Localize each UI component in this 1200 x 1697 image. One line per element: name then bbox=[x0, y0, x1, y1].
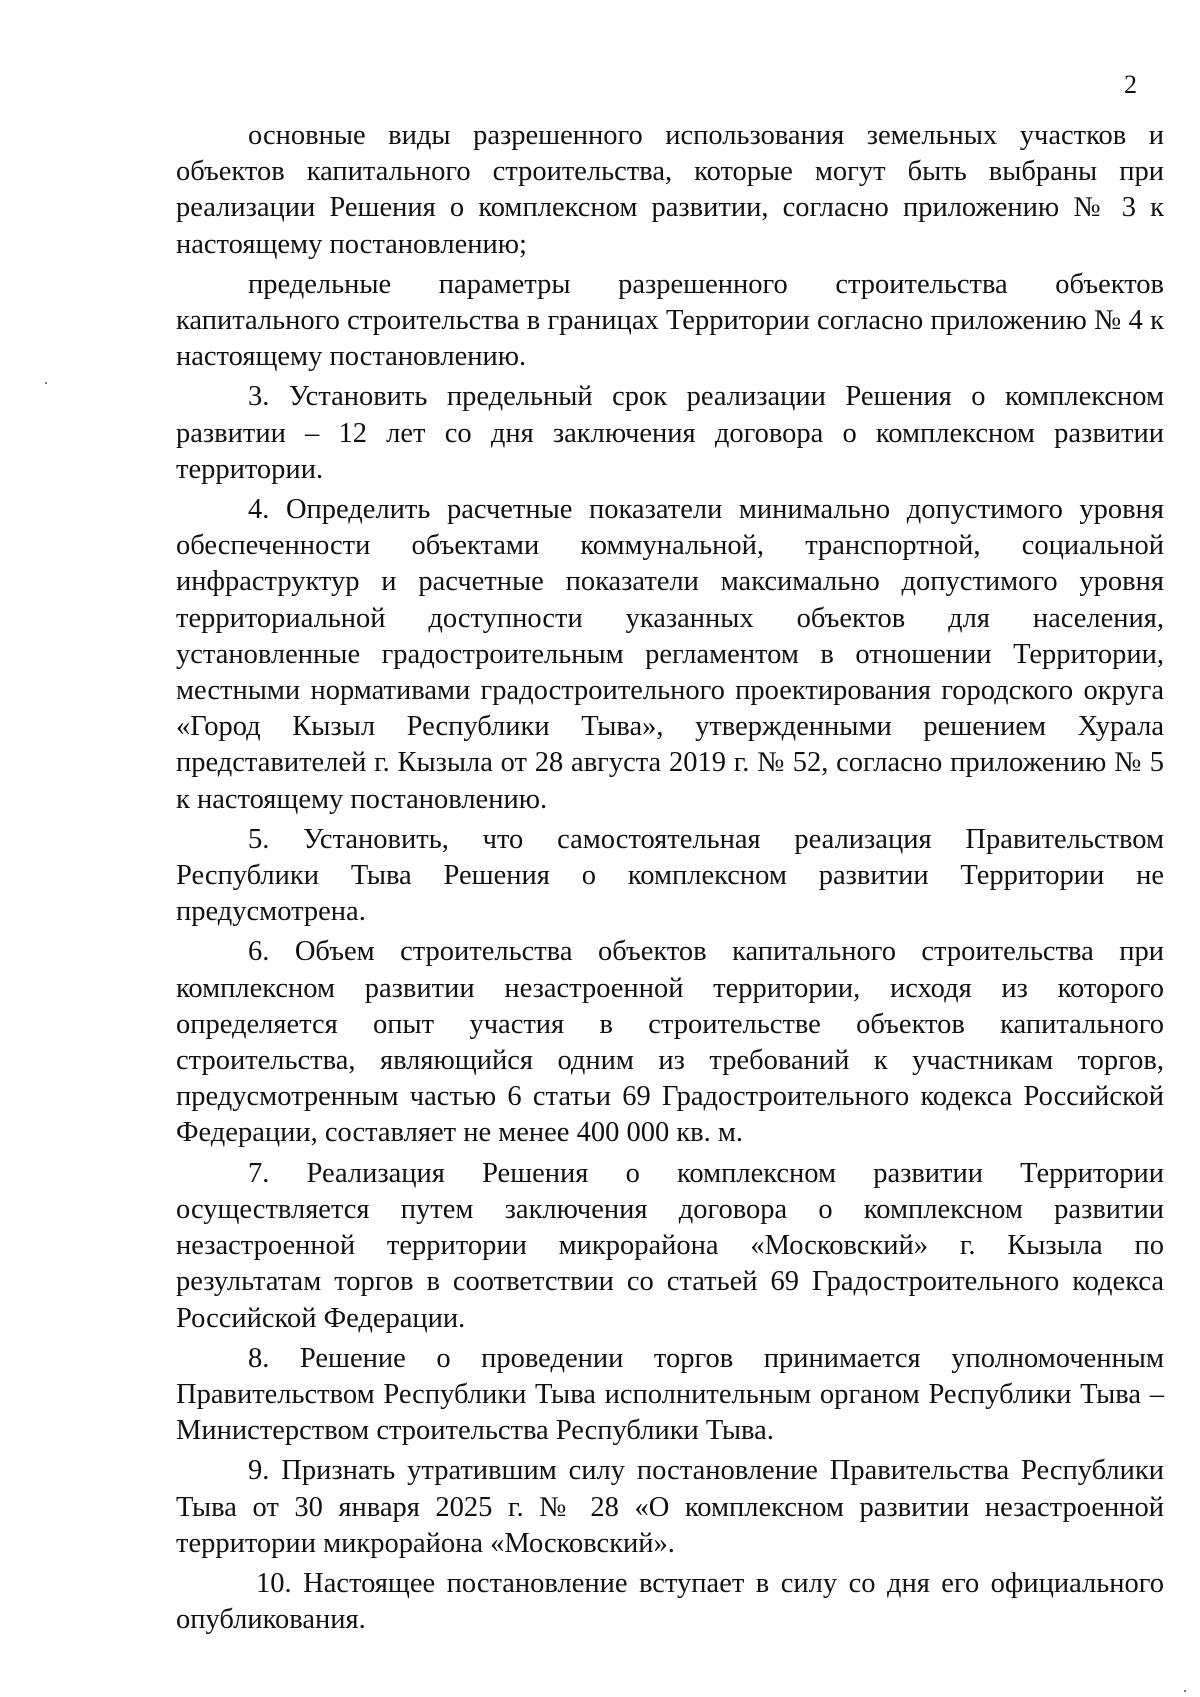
paragraph-permitted-uses: основные виды разрешенного использования земельных участков и объектов капитального строительства, которые могут быть выбраны при реализации Решения о комплексном развитии, согласно приложению № 3 к настоящему постановлению; bbox=[176, 120, 1164, 260]
paragraph-10-effective-date: 10. Настоящее постановление вступает в силу со дня его официального опубликования. bbox=[176, 1567, 1164, 1636]
scan-speck bbox=[1184, 1690, 1186, 1692]
document-body bbox=[176, 118, 1164, 1642]
paragraph-5-self-implementation: 5. Установить, что самостоятельная реализация Правительством Республики Тыва Решения о комплексном развитии Территории не предусмотрена. bbox=[176, 823, 1164, 928]
paragraph-3-deadline: 3. Установить предельный срок реализации Решения о комплексном развитии – 12 лет со дня заключения договора о комплексном развитии территории. bbox=[176, 381, 1164, 485]
paragraph-construction-limits: предельные параметры разрешенного строительства объектов капитального строительства в границах Территории согласно приложению № 4 к настоящему постановлению. bbox=[176, 268, 1164, 373]
paragraph-7-implementation: 7. Реализация Решения о комплексном развитии Территории осуществляется путем заключения договора о комплексном развитии незастроенной территории микрорайона «Московский» г. Кызыла по результатам торгов в соответствии со статьей 69 Градостроительного кодекса Российской Федерации. bbox=[176, 1157, 1164, 1334]
paragraph-9-repeal: 9. Признать утратившим силу постановление Правительства Республики Тыва от 30 января 2025 г. № 28 «О комплексном развитии незастроенной территории микрорайона «Московский». bbox=[176, 1455, 1164, 1559]
page-number: 2 bbox=[1124, 70, 1137, 99]
paragraph-6-construction-volume: 6. Объем строительства объектов капитального строительства при комплексном развитии незастроенной территории, исходя из которого определяется опыт участия в строительстве объектов капитального строительства, являющийся одним из требований к участникам торгов, предусмотренным частью 6 статьи 69 Градостроительного кодекса Российской Федерации, составляет не менее 400 000 кв. м. bbox=[176, 936, 1164, 1149]
scan-speck bbox=[45, 382, 47, 384]
paragraph-8-auction-decision: 8. Решение о проведении торгов принимается уполномоченным Правительством Республики Тыва исполнительным органом Республики Тыва – Министерством строительства Республики Тыва. bbox=[176, 1342, 1164, 1447]
paragraph-4-indicators: 4. Определить расчетные показатели минимально допустимого уровня обеспеченности объектами коммунальной, транспортной, социальной инфраструктур и расчетные показатели максимально допустимого уровня территориальной доступности указанных объектов для населения, установленные градостроительным регламентом в отношении Территории, местными нормативами градостроительного проектирования городского округа «Город Кызыл Республики Тыва», утвержденными решением Хурала представителей г. Кызыла от 28 августа 2019 г. № 52, согласно приложению № 5 к настоящему постановлению. bbox=[176, 494, 1164, 815]
